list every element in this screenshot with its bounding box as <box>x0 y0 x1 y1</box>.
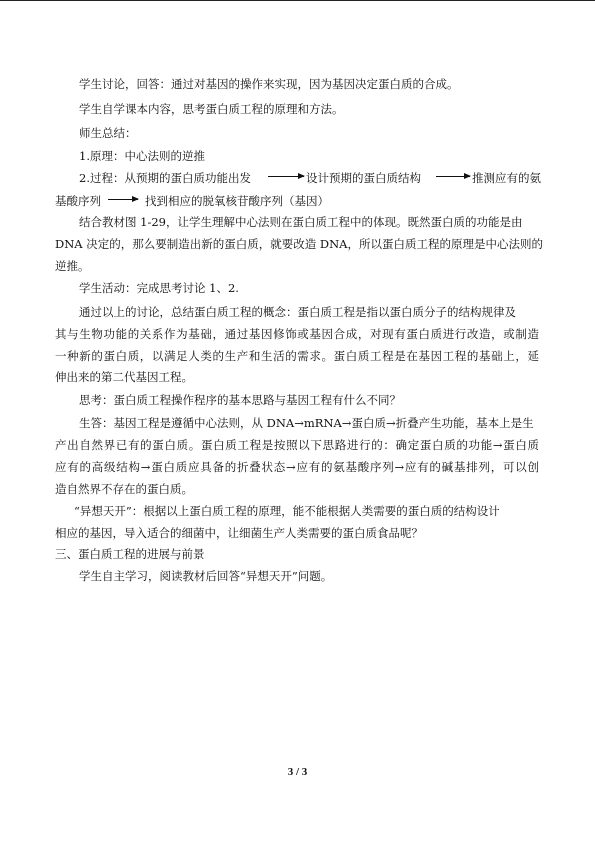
paragraph-answer-line1: 生答：基因工程是遵循中心法则，从 DNA→mRNA→蛋白质→折叠产生功能，基本上是生 <box>79 416 534 430</box>
paragraph-self-study: 学生自学课本内容，思考蛋白质工程的原理和方法。 <box>79 102 344 116</box>
arrow-icon <box>268 176 304 177</box>
paragraph-self-learning: 学生自主学习，阅读教材后回答“异想天开”问题。 <box>79 569 333 583</box>
paragraph-answer-line2: 产出自然界已有的蛋白质。蛋白质工程是按照以下思路进行的：确定蛋白质的功能→蛋白质 <box>55 438 539 452</box>
paragraph-concept-line1: 通过以上的讨论，总结蛋白质工程的概念：蛋白质工程是指以蛋白质分子的结构规律及 <box>79 305 516 319</box>
paragraph-textbook-line2: DNA 决定的，那么要制造出新的蛋白质，就要改造 DNA，所以蛋白质工程的原理是中心法则的 <box>55 237 543 251</box>
paragraph-process-start: 2.过程：从预期的蛋白质功能出发 <box>79 171 251 185</box>
paragraph-student-discussion: 学生讨论，回答：通过对基因的操作来实现，因为基因决定蛋白质的合成。 <box>79 77 459 91</box>
section-heading-progress: 三、蛋白质工程的进展与前景 <box>55 547 205 561</box>
arrow-icon <box>108 199 138 200</box>
paragraph-answer-line4: 造自然界不存在的蛋白质。 <box>55 482 193 496</box>
paragraph-answer-line3: 应有的高级结构→蛋白质应具备的折叠状态→应有的氨基酸序列→应有的碱基排列，可以创 <box>55 460 539 474</box>
paragraph-process-design: 设计预期的蛋白质结构 <box>306 171 421 185</box>
paragraph-textbook-line3: 逆推。 <box>55 259 90 273</box>
paragraph-concept-line3: 一种新的蛋白质，以满足人类的生产和生活的需求。蛋白质工程是在基因工程的基础上，延 <box>55 349 539 363</box>
paragraph-process-amino: 基酸序列 <box>55 194 101 208</box>
paragraph-process-infer: 推测应有的氨 <box>472 171 541 185</box>
paragraph-textbook-line1: 结合教材图 1-29，让学生理解中心法则在蛋白质工程中的体现。既然蛋白质的功能是由 <box>79 215 523 229</box>
page-number: 3 / 3 <box>287 766 308 778</box>
paragraph-process-gene: 找到相应的脱氧核苷酸序列（基因） <box>145 194 329 208</box>
paragraph-principle: 1.原理：中心法则的逆推 <box>79 149 205 163</box>
paragraph-imagination-line1: “异想天开”：根据以上蛋白质工程的原理，能不能根据人类需要的蛋白质的结构设计 <box>74 504 500 518</box>
paragraph-concept-line4: 伸出来的第二代基因工程。 <box>55 370 193 384</box>
paragraph-imagination-line2: 相应的基因，导入适合的细菌中，让细菌生产人类需要的蛋白质食品呢？ <box>55 526 423 540</box>
paragraph-think: 思考：蛋白质工程操作程序的基本思路与基因工程有什么不同？ <box>79 393 401 407</box>
arrow-icon <box>436 176 470 177</box>
paragraph-summary-heading: 师生总结： <box>79 126 137 140</box>
paragraph-concept-line2: 其与生物功能的关系作为基础，通过基因修饰或基因合成，对现有蛋白质进行改造，或制造 <box>55 327 539 341</box>
paragraph-student-activity: 学生活动：完成思考讨论 1、2. <box>79 281 239 295</box>
